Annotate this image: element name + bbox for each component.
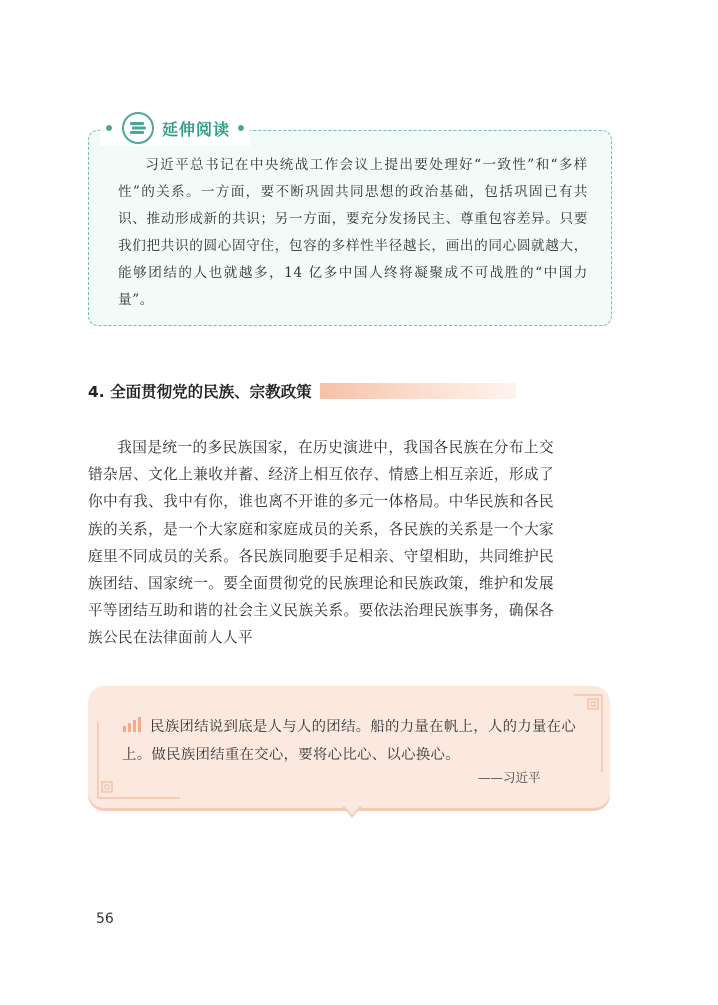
body-paragraph: 我国是统一的多民族国家，在历史演进中，我国各民族在分布上交错杂居、文化上兼收并蓄、经济上相互依存、情感上相互亲近，形成了你中有我、我中有你，谁也离不开谁的多元一体格局。中华民族和各民族的关系，是一个大家庭和家庭成员的关系，各民族的关系是一个大家庭里不同成员的关系。各民族同胞要手足相亲、守望相助，共同维护民族团结、国家统一。要全面贯彻党的民族理论和民族政策，维护和发展平等团结互助和谐的社会主义民族关系。要依法治理民族事务，确保各族公民在法律面前人人平 — [88, 439, 554, 647]
books-icon — [122, 112, 154, 144]
header-dot-left — [106, 125, 112, 131]
quote-author: ——习近平 — [478, 770, 541, 785]
page-number: 56 — [96, 911, 114, 927]
section-heading — [88, 378, 516, 404]
quote-text: 民族团结说到底是人与人的团结。船的力量在帆上，人的力量在心上。做民族团结重在交心，要将心比心、以心换心。 — [122, 719, 577, 763]
extended-reading-title: 延伸阅读 — [162, 119, 231, 139]
extended-reading-header — [100, 110, 250, 146]
extended-reading-text: 习近平总书记在中央统战工作会议上提出要处理好“一致性”和“多样性”的关系。一方面，要不断巩固共同思想的政治基础，包括巩固已有共识、推动形成新的共识；另一方面，要充分发扬民主、尊重包容差异。只要我们把共识的圆心固守住，包容的多样性半径越长，画出的同心圆就越大，能够团结的人也就越多，14 亿多中国人终将凝聚成不可战胜的“中国力量”。 — [118, 157, 588, 308]
section-decor-bar — [320, 383, 516, 399]
header-dot-right — [238, 125, 244, 131]
section-title: 4. 全面贯彻党的民族、宗教政策 — [88, 383, 312, 401]
quote-callout-pointer-inner — [344, 806, 360, 815]
